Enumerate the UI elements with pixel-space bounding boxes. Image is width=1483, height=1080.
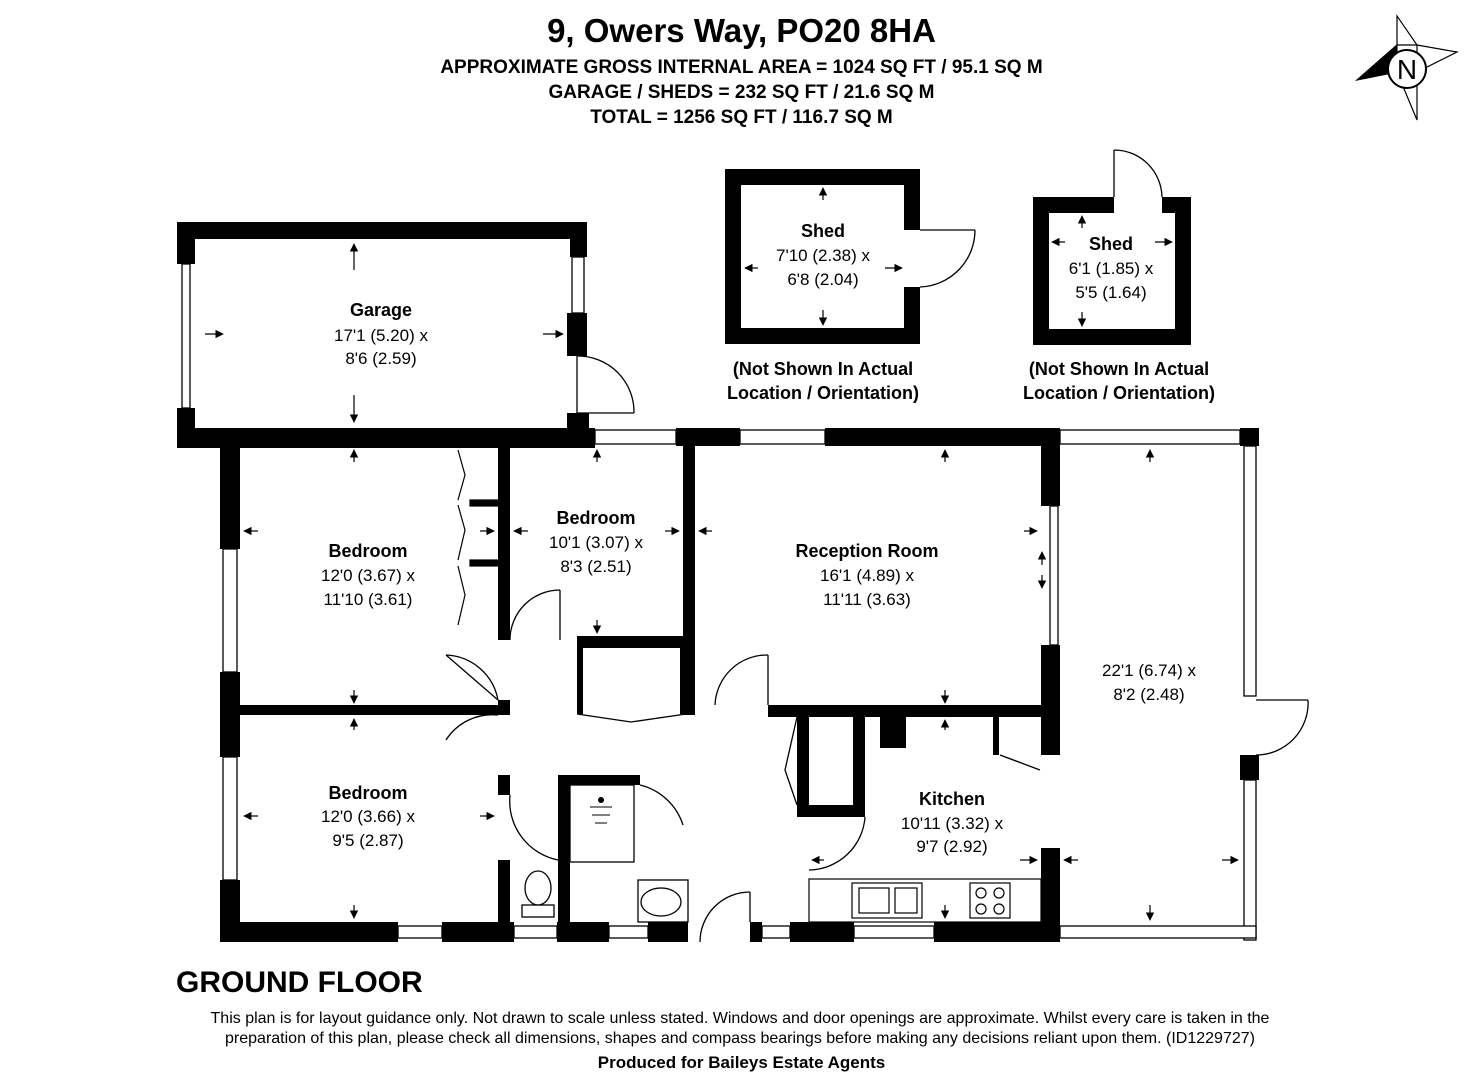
shower-icon	[570, 785, 634, 862]
kitchen-label: Kitchen	[918, 789, 986, 809]
reception-dim-2: 11'11 (3.63)	[823, 590, 911, 609]
shed2-label: Shed	[1088, 234, 1134, 254]
gross-internal-area: APPROXIMATE GROSS INTERNAL AREA = 1024 SQ FT / 95.1 SQ M	[440, 57, 1043, 78]
kitchen-units	[809, 879, 1041, 922]
shed1-note-1: (Not Shown In Actual	[732, 359, 914, 379]
plan-title: 9, Owers Way, PO20 8HA	[547, 12, 936, 49]
shed2-note-1: (Not Shown In Actual	[1028, 359, 1210, 379]
conservatory-dim-1: 22'1 (6.74) x	[1102, 661, 1196, 680]
garage-dim-2: 8'6 (2.59)	[345, 349, 417, 368]
disclaimer	[140, 1009, 1340, 1049]
bedroom2-dim-1: 10'1 (3.07) x	[549, 533, 643, 552]
produced-for: Produced for Baileys Estate Agents	[597, 1053, 886, 1072]
bedroom1-dim-2: 11'10 (3.61)	[323, 590, 413, 609]
shed1-label: Shed	[800, 221, 846, 241]
garage-dim-1: 17'1 (5.20) x	[334, 326, 428, 345]
toilet-icon	[522, 871, 554, 917]
garage-sheds-area: GARAGE / SHEDS = 232 SQ FT / 21.6 SQ M	[548, 82, 935, 103]
sink-icon	[852, 883, 922, 918]
compass-icon	[1357, 16, 1457, 120]
hob-icon	[970, 883, 1010, 918]
bedroom1-dim-1: 12'0 (3.67) x	[321, 566, 415, 585]
shed2-dim-1: 6'1 (1.85) x	[1068, 259, 1154, 278]
bedroom3-label: Bedroom	[328, 783, 408, 803]
bedroom3-dim-1: 12'0 (3.66) x	[321, 807, 415, 826]
disclaimer-line-1: This plan is for layout guidance only. Not drawn to scale unless stated. Windows and door openings are approximate. Whilst every care is taken in the	[210, 1010, 1270, 1027]
disclaimer-line-2: preparation of this plan, please check all dimensions, shapes and compass bearings before making any decisions reliant upon them. (ID1229727)	[225, 1030, 1255, 1047]
bedroom2-dim-2: 8'3 (2.51)	[560, 557, 632, 576]
kitchen-dim-2: 9'7 (2.92)	[916, 837, 988, 856]
reception-dim-1: 16'1 (4.89) x	[820, 566, 914, 585]
bedroom1-label: Bedroom	[328, 541, 408, 561]
floor-label: GROUND FLOOR	[176, 966, 423, 999]
total-area: TOTAL = 1256 SQ FT / 116.7 SQ M	[590, 107, 893, 128]
reception-room-label: Reception Room	[795, 541, 939, 561]
kitchen-dim-1: 10'11 (3.32) x	[900, 814, 1004, 833]
bedroom3-dim-2: 9'5 (2.87)	[332, 831, 404, 850]
shed2-note-2: Location / Orientation)	[1023, 383, 1215, 403]
shed1-dim-1: 7'10 (2.38) x	[776, 246, 870, 265]
wardrobes	[458, 450, 498, 625]
shed1-note-2: Location / Orientation)	[727, 383, 919, 403]
garage-label: Garage	[349, 300, 413, 320]
basin-icon	[638, 880, 688, 922]
compass-north-label: N	[1396, 54, 1418, 85]
bedroom2-label: Bedroom	[556, 508, 636, 528]
shed2-dim-2: 5'5 (1.64)	[1075, 283, 1147, 302]
conservatory-dim-2: 8'2 (2.48)	[1113, 685, 1185, 704]
shed1-dim-2: 6'8 (2.04)	[787, 270, 859, 289]
